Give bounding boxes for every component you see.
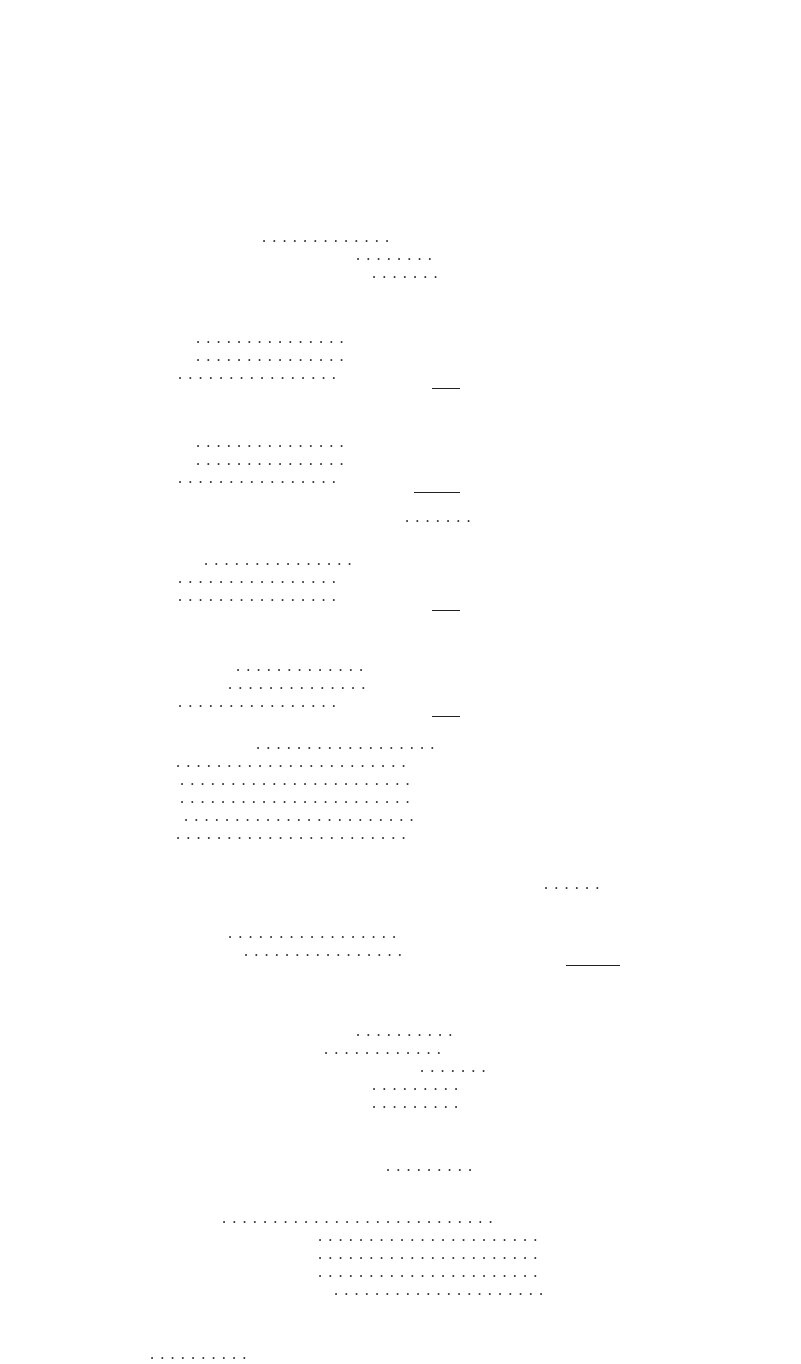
leader-dots: . . . . . . . . . . . . . . . — [196, 328, 345, 347]
leader-dots: . . . . . . . . . . . . . . . . . . . . . . . — [176, 752, 407, 771]
leader-dots: . . . . . . . — [420, 1057, 487, 1076]
leader-dots: . . . . . . . . . — [372, 1075, 460, 1094]
leader-dots: . . . . . . . . . . . . . . . — [196, 432, 345, 451]
leader-dots: . . . . . . . . . . — [150, 1344, 248, 1363]
leader-dots: . . . . . . . . . . . . . . . . . — [228, 923, 398, 942]
leader-dots: . . . . . . . . . . . . — [324, 1039, 442, 1058]
leader-dots: . . . . . . — [544, 874, 601, 893]
leader-dots: . . . . . . . . . . . . . . . . . . . . . . . — [176, 824, 407, 843]
leader-dots: . . . . . . . . . . . . . . . . — [178, 364, 337, 383]
leader-dots: . . . . . . . . . . . . . — [236, 656, 365, 675]
leader-dots: . . . . . . . . . . . . . . . . . . . . . . . — [184, 806, 415, 825]
leader-dots: . . . . . . . . . . . . . . . . . . . . . . . . . . . — [222, 1208, 494, 1227]
leader-dots: . . . . . . . . . — [386, 1156, 474, 1175]
leader-dots: . . . . . . . . . . . . . . . — [204, 550, 353, 569]
leader-dots: . . . . . . . . . . . . . . . . . . . . . — [334, 1280, 545, 1299]
leader-dots: . . . . . . . . . . . . . . . . — [178, 586, 337, 605]
subtotal-rule — [566, 965, 620, 966]
leader-dots: . . . . . . . . — [356, 245, 433, 264]
leader-dots: . . . . . . . . . . . . . . . . — [178, 568, 337, 587]
leader-dots: . . . . . . . . . . . . . . . . . . . . . . — [318, 1244, 539, 1263]
subtotal-rule — [414, 492, 460, 493]
leader-dots: . . . . . . . . . . . . . . . . . . . . . . — [318, 1262, 539, 1281]
leader-dots: . . . . . . . . . . . . . . — [228, 674, 367, 693]
leader-dots: . . . . . . . . . . . . . . . . . . . . . . — [318, 1226, 539, 1245]
leader-dots: . . . . . . . . . . — [356, 1021, 454, 1040]
leader-dots: . . . . . . . . . . . . . . . . . . . . . . . — [180, 770, 411, 789]
leader-dots: . . . . . . . . . . . . . . . — [196, 450, 345, 469]
leader-dots: . . . . . . . . . . . . . . . . — [244, 941, 403, 960]
leader-dots: . . . . . . . . . . . . . . . . — [178, 692, 337, 711]
subtotal-rule — [432, 716, 460, 717]
leader-dots: . . . . . . . — [372, 263, 439, 282]
leader-dots: . . . . . . . . . . . . . — [262, 227, 391, 246]
leader-dots: . . . . . . . . . . . . . . . . . . . . . . . — [180, 788, 411, 807]
leader-dots: . . . . . . . . . — [372, 1093, 460, 1112]
leader-dots: . . . . . . . . . . . . . . . . . . — [256, 734, 436, 753]
leader-dots: . . . . . . . . . . . . . . . — [196, 346, 345, 365]
subtotal-rule — [432, 388, 460, 389]
leader-dots: . . . . . . . — [405, 507, 472, 526]
subtotal-rule — [432, 610, 460, 611]
leader-dots: . . . . . . . . . . . . . . . . — [178, 468, 337, 487]
